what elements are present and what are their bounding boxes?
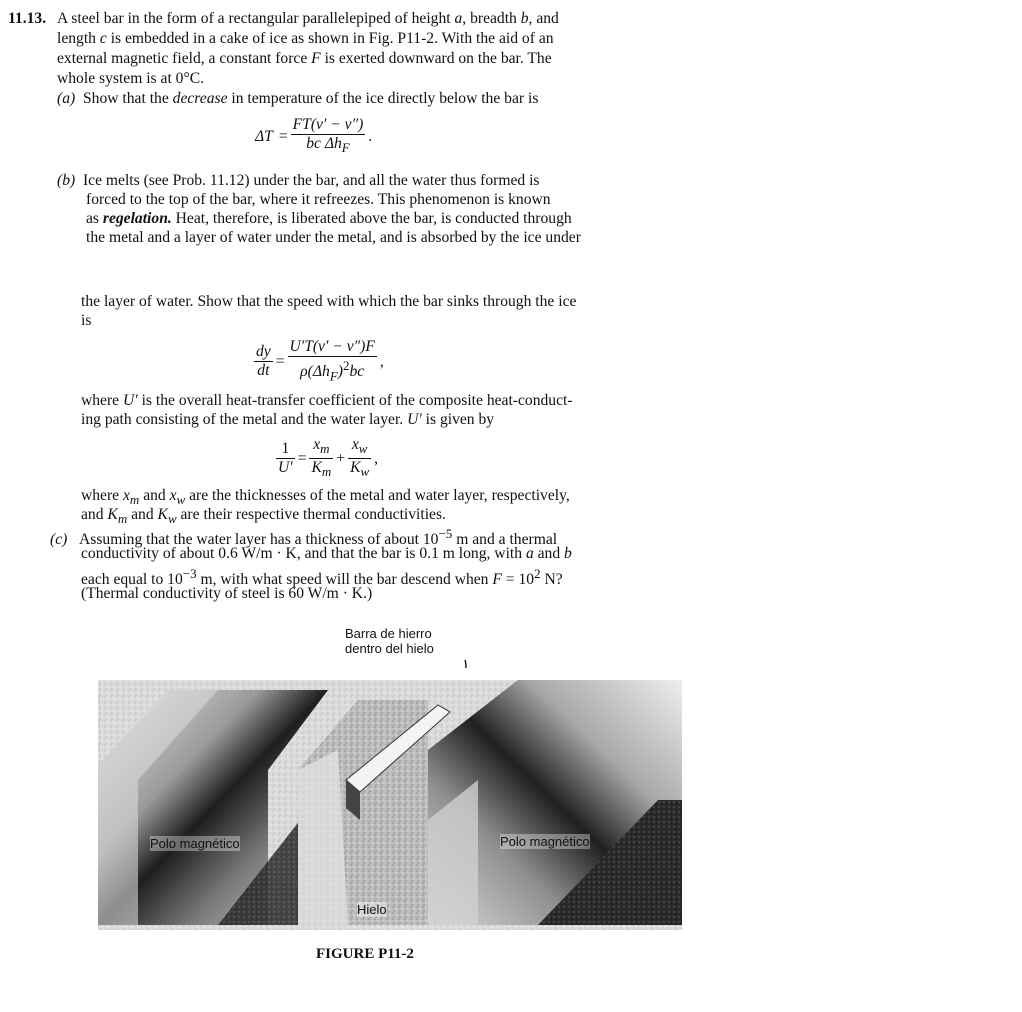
where-k-line: and $K_m$ and $K_w$ are their respective thermal conductivities. — [81, 506, 446, 527]
equation-delta-t: ΔT = $\frac{FT(v' - v'')}{bc \Delta h_F}$ . — [255, 116, 373, 156]
figure-label-left-pole: Polo magnético — [150, 836, 240, 851]
equation-u-prime: $\frac{1}{U'}$ = $\frac{x_m}{K_m}$ + $\frac{x_w}{K_w}$ , — [278, 436, 379, 480]
part-b-line-1: (b) Ice melts (see Prob. 11.12) under the bar, and all the water thus formed is — [57, 172, 540, 189]
problem-number: 11.13. — [8, 10, 47, 27]
equation-dy-dt: $\frac{dy}{dt}$ = $\frac{U'T(v' - v'')F}{\rho(\Delta h_F)^2bc}$ , — [256, 338, 384, 384]
part-b-line-6: is — [81, 312, 92, 329]
part-c-line-2: conductivity of about 0.6 W/m · K, and that the bar is 0.1 m long, with a and b — [81, 545, 572, 562]
figure-label-bar: Barra de hierro dentro del hielo — [345, 626, 434, 656]
part-c-line-1: (c) Assuming that the water layer has a thickness of about $10^{-5}$ m and a thermal — [50, 526, 558, 549]
intro-line-4: whole system is at 0°C. — [57, 70, 205, 87]
intro-line-2: length c is embedded in a cake of ice as shown in Fig. P11-2. With the aid of an — [57, 30, 554, 47]
where-u-line-2: ing path consisting of the metal and the water layer. U′ is given by — [81, 411, 495, 428]
part-b-label: (b) — [57, 172, 76, 189]
figure-caption: FIGURE P11-2 — [316, 946, 414, 962]
part-c-line-3: each equal to $10^{-3}$ m, with what speed will the bar descend when $F = 10^2$ N? — [81, 566, 563, 589]
intro-line-3: external magnetic field, a constant force F is exerted downward on the bar. The — [57, 50, 552, 67]
part-b-line-2: forced to the top of the bar, where it refreezes. This phenomenon is known — [86, 191, 551, 208]
part-b-line-3: as regelation. Heat, therefore, is liberated above the bar, is conducted through — [86, 210, 572, 227]
intro-line-1: A steel bar in the form of a rectangular parallelepiped of height a, breadth b, and — [57, 10, 559, 27]
figure-ice-magnet-photo — [98, 660, 682, 930]
part-c-label: (c) — [50, 531, 68, 549]
where-u-line-1: where U′ is the overall heat-transfer coefficient of the composite heat-conduct- — [81, 392, 573, 409]
where-x-line: where $x_m$ and $x_w$ are the thicknesses of the metal and water layer, respectively, — [81, 487, 570, 508]
figure-label-ice: Hielo — [357, 902, 387, 917]
part-b-line-5: the layer of water. Show that the speed with which the bar sinks through the ice — [81, 293, 577, 310]
part-a-label: (a) — [57, 90, 76, 107]
figure-label-right-pole: Polo magnético — [500, 834, 590, 849]
part-a-text: (a) Show that the decrease in temperature of the ice directly below the bar is — [57, 90, 539, 107]
part-c-line-4: (Thermal conductivity of steel is 60 W/m · K.) — [81, 585, 373, 602]
part-b-line-4: the metal and a layer of water under the metal, and is absorbed by the ice under — [86, 229, 581, 246]
